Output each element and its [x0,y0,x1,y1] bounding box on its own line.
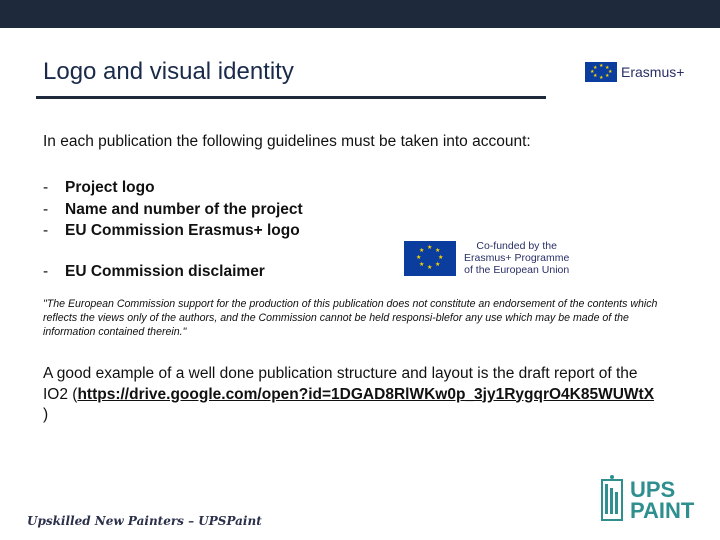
list-item: - Project logo [43,179,155,196]
footer-text: Upskilled New Painters – UPSPaint [27,514,262,528]
list-item: - Name and number of the project [43,200,303,218]
erasmus-logo [585,62,684,82]
drive-link[interactable]: https://drive.google.com/open?id=1DGAD8RlWKw0p_3jy1RygqrO4K85WUWtX [77,385,655,403]
example-paragraph: A good example of a well done publication structure and layout is the draft report of the IO2 (https://drive.google.com/open?id=1DGAD8RlWKw0p_3jy1RygqrO4K85WUWtX ) [43,365,655,423]
top-bar [0,0,720,28]
erasmus-logo-text: Erasmus+ [621,64,685,80]
upspaint-logo [598,474,694,526]
title-underline [36,96,546,99]
list-item: - EU Commission disclaimer [43,263,265,280]
list-item: - EU Commission Erasmus+ logo [43,222,300,239]
upspaint-logo-text: UPS PAINT [630,477,695,523]
disclaimer-list [43,263,265,281]
page-title: Logo and visual identity [43,58,294,85]
paint-can-icon [598,474,626,526]
guidelines-list [43,177,303,242]
cofunded-logo [404,240,569,276]
intro-text: In each publication the following guidelines must be taken into account: [43,133,531,150]
disclaimer-text: "The European Commission support for the production of this publication does not constitute an endorsement of the contents which reflects the views only of the authors, and the Commission cannot be held responsi-blefor any use which may be made of the information contained therein." [43,298,658,338]
cofunded-logo-text: Co-funded by the Erasmus+ Programme of the European Union [464,240,570,276]
eu-flag-icon: ★ ★ ★ ★ ★ ★ ★ ★ [404,241,456,276]
eu-flag-icon: ★ ★ ★ ★ ★ ★ ★ ★ [585,62,617,82]
